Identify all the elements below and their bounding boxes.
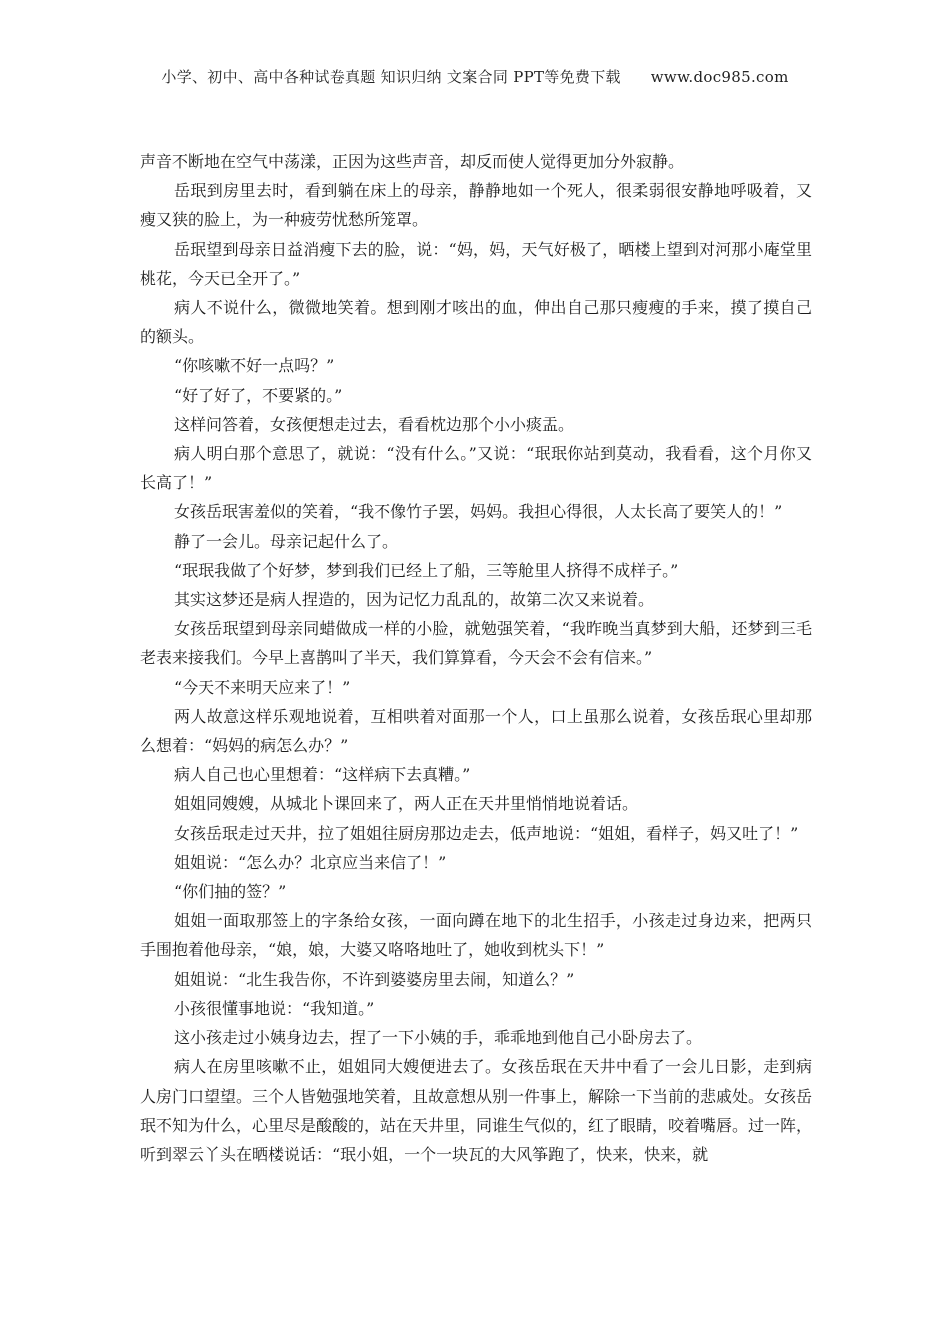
body-paragraph: “你们抽的签？” bbox=[174, 882, 287, 902]
body-paragraph: 小孩很懂事地说：“我知道。” bbox=[174, 998, 375, 1018]
body-paragraph: 这小孩走过小姨身边去，捏了一下小姨的手，乖乖地到他自己小卧房去了。 bbox=[174, 1028, 703, 1048]
body-paragraph: 姐姐一面取那签上的字条给女孩，一面向蹲在地下的北生招手，小孩走过身边来，把两只手围抱着他母亲，“娘，娘，大婆又咯咯地吐了，她收到枕头下！” bbox=[140, 911, 812, 960]
body-paragraph: 两人故意这样乐观地说着，互相哄着对面那一个人，口上虽那么说着，女孩岳珉心里却那么想着：“妈妈的病怎么办？” bbox=[140, 706, 812, 756]
body-paragraph: “好了好了，不要紧的。” bbox=[174, 385, 343, 405]
body-paragraph: 病人不说什么，微微地笑着。想到刚才咳出的血，伸出自己那只瘦瘦的手来，摸了摸自己的额头。 bbox=[140, 298, 812, 347]
body-paragraph: “你咳嗽不好一点吗？” bbox=[174, 356, 335, 376]
body-paragraph: 女孩岳珉走过天井，拉了姐姐往厨房那边走去，低声地说：“姐姐，看样子，妈又吐了！” bbox=[174, 823, 799, 843]
body-paragraph: “今天不来明天应来了！” bbox=[174, 677, 351, 697]
body-paragraph: 女孩岳珉害羞似的笑着，“我不像竹子罢，妈妈。我担心得很，人太长高了要笑人的！” bbox=[174, 502, 783, 522]
body-paragraph: 姐姐说：“怎么办？北京应当来信了！” bbox=[174, 852, 447, 872]
document-body bbox=[140, 147, 812, 1169]
body-paragraph: 姐姐同嫂嫂，从城北卜课回来了，两人正在天井里悄悄地说着话。 bbox=[174, 794, 639, 814]
body-paragraph: 岳珉到房里去时，看到躺在床上的母亲，静静地如一个死人，很柔弱很安静地呼吸着，又瘦又狭的脸上，为一种疲劳忧愁所笼罩。 bbox=[140, 181, 812, 230]
body-paragraph: 姐姐说：“北生我告你，不许到婆婆房里去闹，知道么？” bbox=[174, 969, 575, 989]
body-paragraph: 病人明白那个意思了，就说：“没有什么。”又说：“珉珉你站到莫动，我看看，这个月你又长高了！” bbox=[140, 444, 812, 493]
body-paragraph: 女孩岳珉望到母亲同蜡做成一样的小脸，就勉强笑着，“我昨晚当真梦到大船，还梦到三毛老表来接我们。今早上喜鹊叫了半天，我们算算看，今天会不会有信来。” bbox=[140, 619, 812, 668]
body-paragraph: 静了一会儿。母亲记起什么了。 bbox=[174, 531, 399, 551]
header-url[interactable]: www.doc985.com bbox=[650, 68, 789, 86]
body-paragraph: 病人自己也心里想着：“这样病下去真糟。” bbox=[174, 765, 471, 785]
body-paragraph: 岳珉望到母亲日益消瘦下去的脸，说：“妈，妈，天气好极了，晒楼上望到对河那小庵堂里桃花，今天已全开了。” bbox=[140, 239, 812, 288]
body-paragraph: 病人在房里咳嗽不止，姐姐同大嫂便进去了。女孩岳珉在天井中看了一会儿日影，走到病人房门口望望。三个人皆勉强地笑着，且故意想从别一件事上，解除一下当前的悲戚处。女孩岳珉不知为什么，心里尽是酸酸的，站在天井里，同谁生气似的，红了眼睛，咬着嘴唇。过一阵，听到翠云丫头在晒楼说话：“珉小姐，一个一块瓦的大风筝跑了，快来，快来，就 bbox=[140, 1057, 813, 1164]
body-paragraph: 声音不断地在空气中荡漾，正因为这些声音，却反而使人觉得更加分外寂静。 bbox=[140, 152, 685, 171]
page-header bbox=[0, 66, 950, 87]
body-paragraph: “珉珉我做了个好梦，梦到我们已经上了船，三等舱里人挤得不成样子。” bbox=[174, 560, 679, 580]
header-text: 小学、初中、高中各种试卷真题 知识归纳 文案合同 PPT等免费下载 bbox=[161, 68, 621, 86]
body-paragraph: 其实这梦还是病人捏造的，因为记忆力乱乱的，故第二次又来说着。 bbox=[174, 590, 655, 610]
body-paragraph: 这样问答着，女孩便想走过去，看看枕边那个小小痰盂。 bbox=[174, 414, 575, 434]
